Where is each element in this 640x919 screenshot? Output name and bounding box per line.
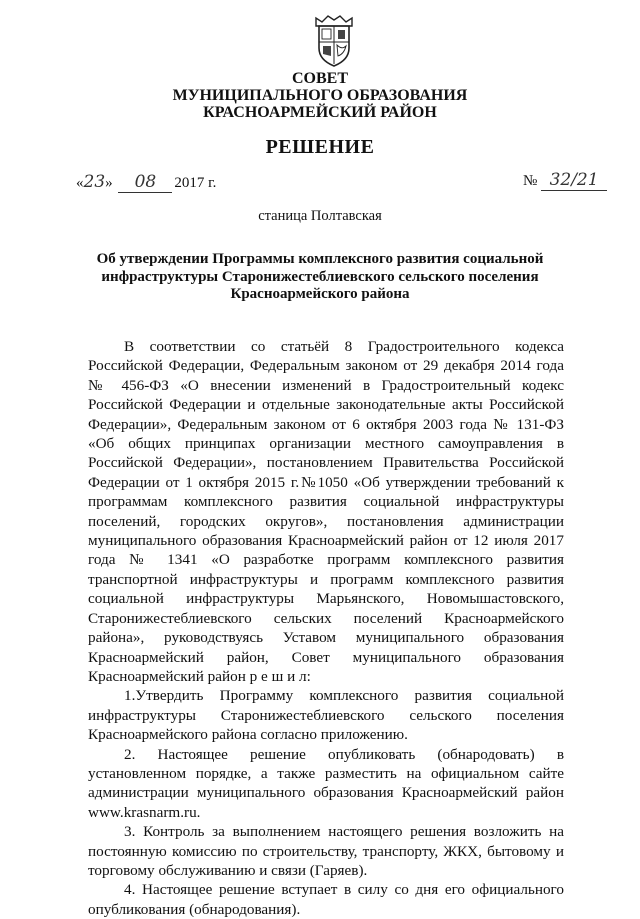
clause-paragraph: 4. Настоящее решение вступает в силу со дня его официального опубликования (обнародования). (88, 881, 564, 918)
council-name-line2: МУНИЦИПАЛЬНОГО ОБРАЗОВАНИЯ (172, 87, 468, 104)
date-close-quote: » (105, 175, 113, 191)
decision-subject: Об утверждении Программы комплексного развития социальной инфраструктуры Старонижестеблиевского сельского поселения Красноармейского района (96, 251, 544, 302)
decision-date (76, 172, 216, 193)
clause-paragraph: 2. Настоящее решение опубликовать (обнародовать) в установленном порядке, а также разместить на официальном сайте администрации муниципального образования Красноармейский район www.krasnarm.ru. (88, 745, 564, 821)
document-type-title: РЕШЕНИЕ (265, 136, 375, 158)
coat-of-arms-icon (312, 14, 356, 68)
decision-number (523, 170, 607, 191)
number-prefix: № (523, 173, 538, 189)
preamble-paragraph: В соответствии со статьёй 8 Градостроительного кодекса Российской Федерации, Федеральным законом от 29 декабря 2014 года № 456-ФЗ «О внесении изменений в Градостроительный кодекс Российской Федерации и отдельные законодательные акты Российской Федерации», Федеральным законом от 6 октября 2003 года № 131-ФЗ «Об общих принципах организации местного самоуправления в Российской Федерации», постановлением Правительства Российской Федерации от 1 октября 2015 г.№1050 «Об утверждении требований к программам комплексного развития социальной инфраструктуры поселений, городских округов», постановления администрации муниципального образования Красноармейский район от 12 июля 2017 года № 1341 «О разработке программ комплексного развития транспортной инфраструктуры и программ комплексного развития социальной инфраструктуры Марьянского, Новомышастовского, Старонижестеблиевского сельских поселений Красноармейского района», руководствуясь Уставом муниципального образования Красноармейский район, Совет муниципального образования Красноармейский район р е ш и л: (88, 338, 564, 685)
date-month-field (118, 172, 172, 193)
council-name-line1: СОВЕТ (291, 70, 348, 87)
date-open-quote: « (76, 175, 84, 191)
clause-paragraph: 3. Контроль за выполнением настоящего решения возложить на постоянную комиссию по строительству, транспорту, ЖКХ, бытовому и торговому обслуживанию и связи (Гаряев). (88, 823, 564, 879)
date-month-handwritten: 08 (134, 172, 157, 192)
number-field (541, 170, 607, 191)
clause-paragraph: 1.Утвердить Программу комплексного развития социальной инфраструктуры Старонижестеблиевского сельского поселения Красноармейского района согласно приложению. (88, 687, 564, 744)
council-name-line3: КРАСНОАРМЕЙСКИЙ РАЙОН (203, 104, 437, 121)
decision-body (88, 337, 564, 919)
date-day-handwritten: 23 (83, 172, 106, 192)
number-value-handwritten: 32/21 (549, 170, 599, 190)
date-year: 2017 г. (174, 175, 217, 191)
place-of-adoption: станица Полтавская (258, 208, 382, 224)
